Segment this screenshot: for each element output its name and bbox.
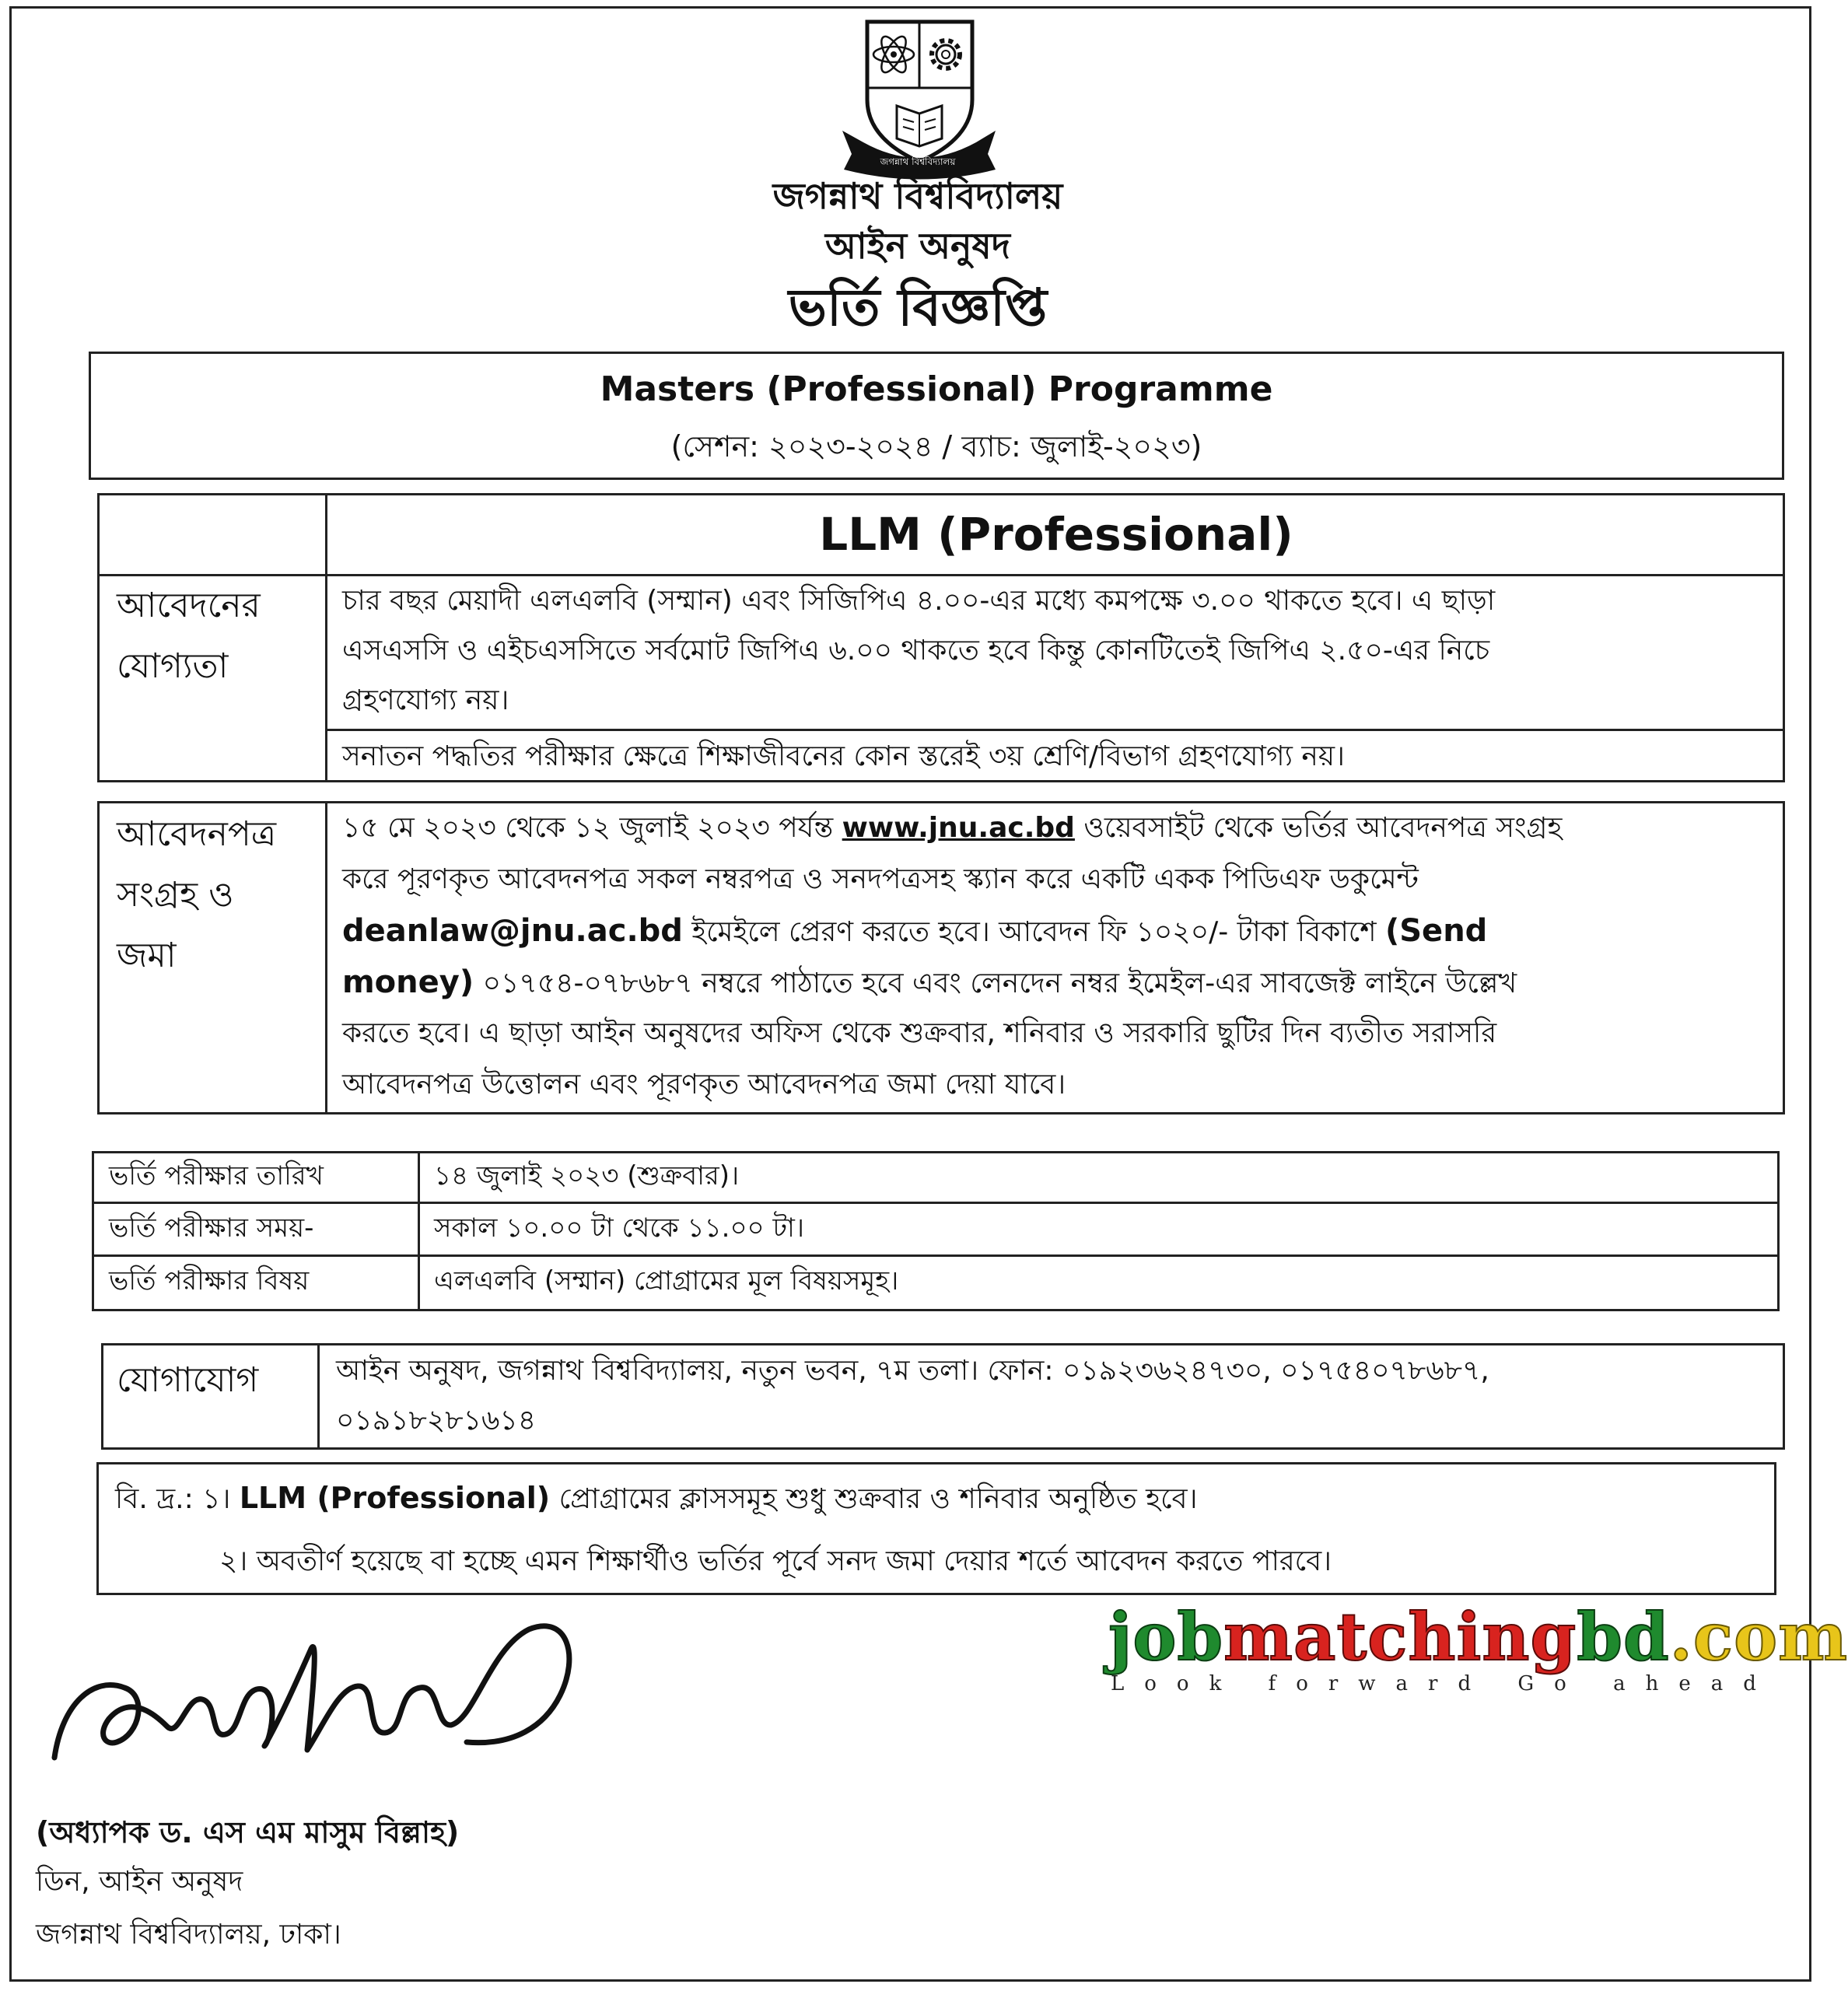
- crest-ribbon-text: জগন্নাথ বিশ্ববিদ্যালয়: [880, 156, 956, 167]
- exam-divider: [418, 1151, 420, 1311]
- application-divider: [325, 801, 327, 1114]
- exam-row-subject-value: এলএলবি (সম্মান) প্রোগ্রামের মূল বিষয়সমূহ।: [434, 1265, 899, 1296]
- programme-title: Masters (Professional) Programme: [600, 369, 1273, 409]
- note-1-programme: LLM (Professional): [239, 1481, 551, 1515]
- send-money-label-1: (Send: [1384, 913, 1488, 949]
- application-line-1a: ১৫ মে ২০২৩ থেকে ১২ জুলাই ২০২৩ পর্যন্ত: [342, 812, 842, 844]
- eligibility-line-1: চার বছর মেয়াদী এলএলবি (সম্মান) এবং সিজিপিএ ৪.০০-এর মধ্যে কমপক্ষে ৩.০০ থাকতে হবে। এ ছাড়া: [342, 585, 1496, 617]
- watermark-tagline: Look forward Go ahead: [1111, 1672, 1776, 1695]
- watermark-bd: bd: [1577, 1598, 1670, 1675]
- notice-title: ভর্তি বিজ্ঞপ্তি: [788, 278, 1048, 338]
- application-line-3-text: ইমেইলে প্রেরণ করতে হবে। আবেদন ফি ১০২০/- টাকা বিকাশে: [682, 916, 1385, 948]
- send-money-label-2: money): [342, 964, 474, 1000]
- exam-row-date-value: ১৪ জুলাই ২০২৩ (শুক্রবার)।: [434, 1160, 740, 1191]
- application-label-line-1: আবেদনপত্র: [117, 814, 277, 854]
- contact-line-2: ০১৯১৮২৮১৬১৪: [336, 1405, 537, 1436]
- application-line-3: [342, 905, 1769, 958]
- exam-row-subject-label: ভর্তি পরীক্ষার বিষয়: [109, 1265, 310, 1296]
- exam-row-rule-2: [92, 1254, 1780, 1257]
- application-line-6: আবেদনপত্র উত্তোলন এবং পূরণকৃত আবেদনপত্র জমা দেয়া যাবে।: [342, 1069, 1066, 1100]
- contact-divider: [317, 1343, 320, 1450]
- watermark-matching: matching: [1223, 1598, 1577, 1675]
- note-prefix: বি. দ্র.: ১।: [115, 1483, 240, 1515]
- watermark-com: .com: [1669, 1598, 1848, 1675]
- note-2: ২। অবতীর্ণ হয়েছে বা হচ্ছে এমন শিক্ষার্থীও ভর্তির পূর্বে সনদ জমা দেয়ার শর্তে আবেদন করতে পারবে।: [219, 1545, 1332, 1577]
- application-line-5: করতে হবে। এ ছাড়া আইন অনুষদের অফিস থেকে শুক্রবার, শনিবার ও সরকারি ছুটির দিন ব্যতীত সরাসরি: [342, 1017, 1497, 1049]
- eligibility-label-line-1: আবেদনের: [117, 586, 261, 625]
- application-label-line-3: জমা: [117, 936, 177, 975]
- signature: [31, 1602, 591, 1797]
- exam-row-rule-1: [92, 1202, 1780, 1204]
- contact-label: যোগাযোগ: [117, 1360, 259, 1400]
- eligibility-line-2: এসএসসি ও এইচএসসিতে সর্বমোট জিপিএ ৬.০০ থাকতে হবে কিন্তু কোনটিতেই জিপিএ ২.৫০-এর নিচে: [342, 635, 1490, 667]
- application-label-line-2: সংগ্রহ ও: [117, 875, 234, 915]
- contact-line-1: আইন অনুষদ, জগন্নাথ বিশ্ববিদ্যালয়, নতুন ভবন, ৭ম তলা। ফোন: ০১৯২৩৬২৪৭৩০, ০১৭৫৪০৭৮৬৮৭,: [336, 1355, 1489, 1387]
- eligibility-label-line-2: যোগ্যতা: [117, 646, 229, 686]
- application-line-4: [342, 957, 1769, 1009]
- faculty-name: আইন অনুষদ: [825, 225, 1010, 267]
- website-link[interactable]: www.jnu.ac.bd: [842, 812, 1075, 844]
- watermark-job: job: [1108, 1598, 1224, 1675]
- application-line-1b: ওয়েবসাইট থেকে ভর্তির আবেদনপত্র সংগ্রহ: [1074, 812, 1563, 844]
- application-line-1: [342, 803, 1769, 854]
- llm-heading: LLM (Professional): [819, 508, 1293, 561]
- watermark-logo: [1108, 1598, 1848, 1676]
- signatory-name: (অধ্যাপক ড. এস এম মাসুম বিল্লাহ): [36, 1815, 460, 1849]
- exam-row-time-value: সকাল ১০.০০ টা থেকে ১১.০০ টা।: [434, 1212, 805, 1244]
- application-line-4-text: ০১৭৫৪-০৭৮৬৮৭ নম্বরে পাঠাতে হবে এবং লেনদেন নম্বর ইমেইল-এর সাবজেক্ট লাইনে উল্লেখ: [474, 968, 1517, 999]
- signatory-institution: জগন্নাথ বিশ্ববিদ্যালয়, ঢাকা।: [36, 1919, 341, 1951]
- application-line-2: করে পূরণকৃত আবেদনপত্র সকল নম্বরপত্র ও সনদপত্রসহ স্ক্যান করে একটি একক পিডিএফ ডকুমেন্ট: [342, 863, 1419, 895]
- eligibility-line-3: গ্রহণযোগ্য নয়।: [342, 684, 509, 716]
- exam-row-time-label: ভর্তি পরীক্ষার সময়-: [109, 1212, 314, 1244]
- note-1-text: প্রোগ্রামের ক্লাসসমূহ শুধু শুক্রবার ও শনিবার অনুষ্ঠিত হবে।: [550, 1483, 1198, 1515]
- email-address[interactable]: deanlaw@jnu.ac.bd: [342, 913, 683, 949]
- signatory-designation: ডিন, আইন অনুষদ: [36, 1866, 243, 1898]
- eligibility-note: সনাতন পদ্ধতির পরীক্ষার ক্ষেত্রে শিক্ষাজীবনের কোন স্তরেই ৩য় শ্রেণি/বিভাগ গ্রহণযোগ্য নয়।: [342, 740, 1345, 772]
- exam-row-date-label: ভর্তি পরীক্ষার তারিখ: [109, 1160, 324, 1191]
- university-name: জগন্নাথ বিশ্ববিদ্যালয়: [772, 175, 1063, 217]
- programme-session: (সেশন: ২০২৩-২০২৪ / ব্যাচ: জুলাই-২০২৩): [670, 429, 1202, 464]
- note-1: [115, 1475, 1764, 1523]
